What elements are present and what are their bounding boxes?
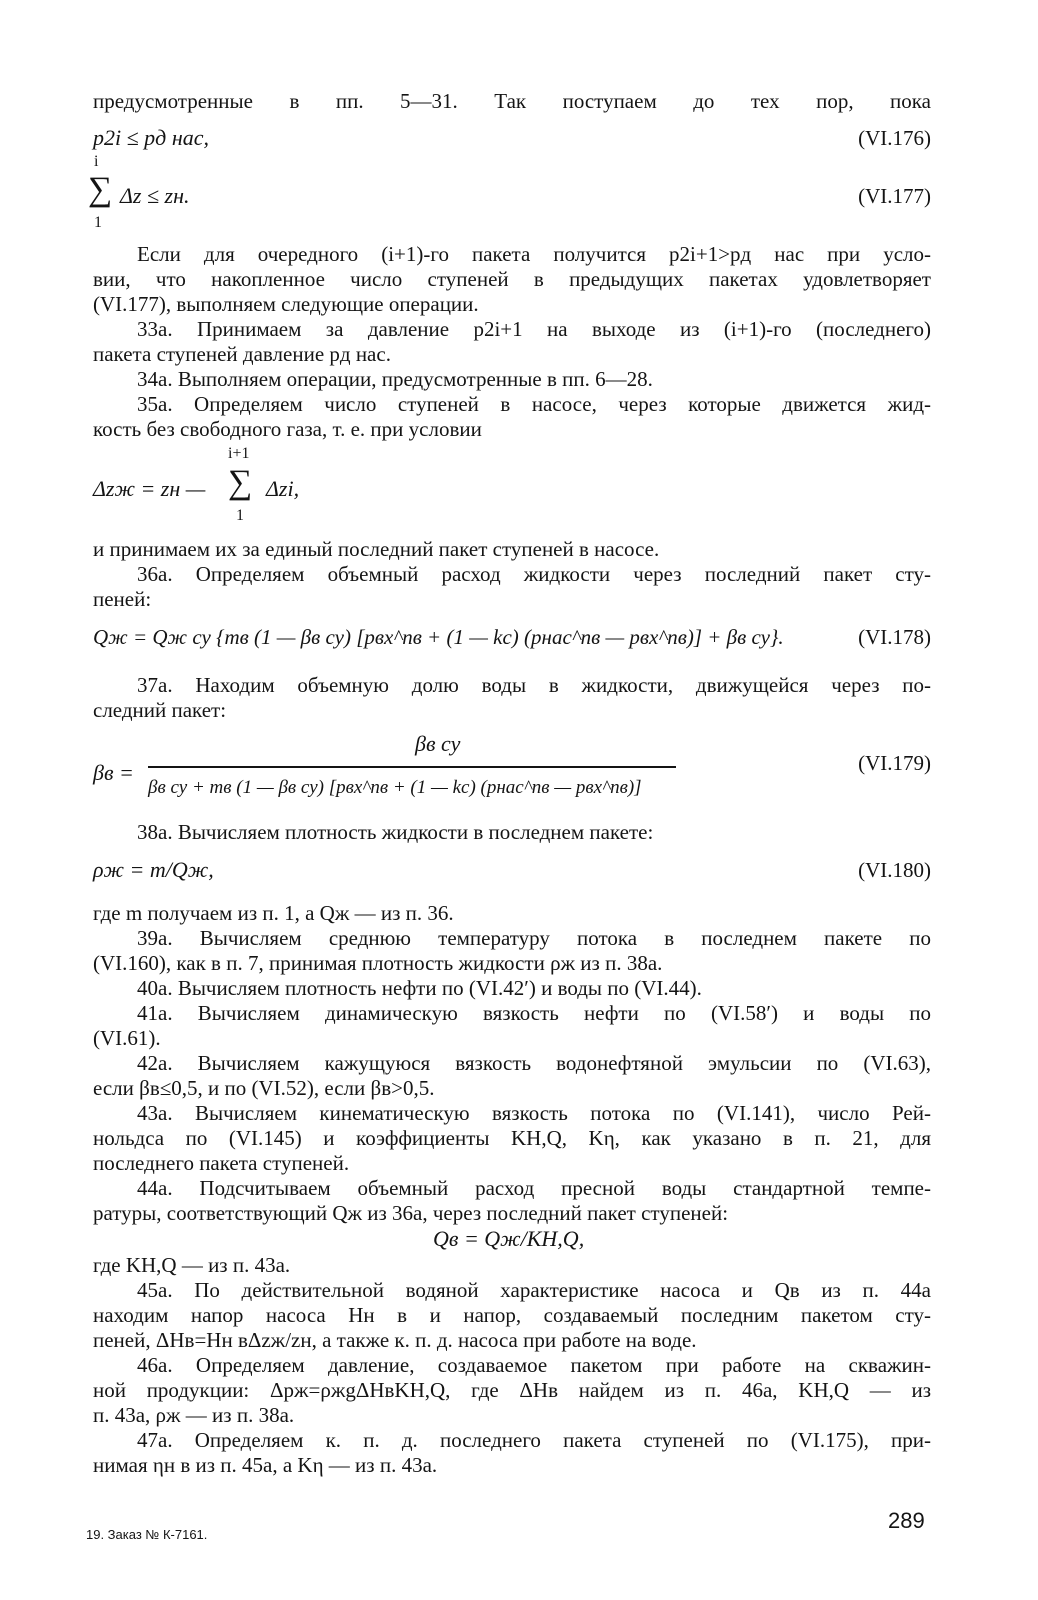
equation-number: (VI.176) — [858, 126, 931, 150]
text-line: (VI.61). — [93, 1026, 161, 1050]
text-line: п. 43а, ρж — из п. 38а. — [93, 1403, 295, 1427]
equation-dz-rhs: Δzi, — [266, 476, 300, 501]
text-line: нимая ηн в из п. 45а, а Kη — из п. 43а. — [93, 1453, 438, 1477]
text-line: предусмотренные в пп. 5—31. Так поступаем до тех пор, пока — [93, 89, 931, 113]
text-line: 36а. Определяем объемный расход жидкости через последний пакет сту- — [137, 562, 931, 586]
sum-lower-limit: 1 — [236, 507, 244, 524]
print-order-note: 19. Заказ № К-7161. — [86, 1527, 208, 1542]
text-line: 42а. Вычисляем кажущуюся вязкость водонефтяной эмульсии по (VI.63), — [137, 1051, 931, 1075]
equation-dz-lhs: Δzж = zн — — [93, 476, 206, 501]
text-line: 46а. Определяем давление, создаваемое пакетом при работе на скважин- — [137, 1353, 931, 1377]
sum-upper-limit: i+1 — [228, 445, 250, 462]
text-line: последнего пакета ступеней. — [93, 1151, 350, 1175]
equation-vi177: Δz ≤ zн. — [120, 183, 190, 208]
sum-sign: ∑ — [228, 464, 253, 501]
text-line: 34а. Выполняем операции, предусмотренные в пп. 6—28. — [137, 367, 653, 391]
text-line: Если для очередного (i+1)-го пакета получится p2i+1>pд нас при усло- — [137, 242, 931, 266]
text-line: 44а. Подсчитываем объемный расход пресной воды стандартной темпе- — [137, 1176, 931, 1200]
equation-number: (VI.179) — [858, 751, 931, 775]
text-line: если βв≤0,5, и по (VI.52), если βв>0,5. — [93, 1076, 435, 1100]
text-line: 37а. Находим объемную долю воды в жидкости, движущейся через по- — [137, 673, 931, 697]
text-line: пеней, ΔHв=Hн вΔzж/zн, а также к. п. д. насоса при работе на воде. — [93, 1328, 697, 1352]
text-line: следний пакет: — [93, 698, 227, 722]
equation-vi179-numerator: βв су — [415, 731, 461, 756]
equation-number: (VI.177) — [858, 184, 931, 208]
equation-number: (VI.180) — [858, 858, 931, 882]
text-line: пеней: — [93, 587, 152, 611]
equation-vi179-lhs: βв = — [93, 760, 134, 785]
text-line: 39а. Вычисляем среднюю температуру потока в последнем пакете по — [137, 926, 931, 950]
text-line: 43а. Вычисляем кинематическую вязкость потока по (VI.141), число Рей- — [137, 1101, 931, 1125]
text-line: нольдса по (VI.145) и коэффициенты KH,Q, Kη, как указано в п. 21, для — [93, 1126, 931, 1150]
text-line: (VI.177), выполняем следующие операции. — [93, 292, 479, 316]
text-line: кость без свободного газа, т. е. при условии — [93, 417, 482, 441]
text-line: где KH,Q — из п. 43а. — [93, 1253, 291, 1277]
text-line: пакета ступеней давление pд нас. — [93, 342, 391, 366]
text-line: находим напор насоса Hн в и напор, создаваемый последним пакетом сту- — [93, 1303, 931, 1327]
equation-vi179-denominator: βв су + mв (1 — βв су) [pвх^nв + (1 — kс) (pнас^nв — pвх^nв)] — [148, 777, 642, 798]
text-line: и принимаем их за единый последний пакет ступеней в насосе. — [93, 537, 660, 561]
text-line: 38а. Вычисляем плотность жидкости в последнем пакете: — [137, 820, 654, 844]
text-line: ратуры, соответствующий Qж из 36а, через последний пакет ступеней: — [93, 1201, 729, 1225]
text-line: 40а. Вычисляем плотность нефти по (VI.42′) и воды по (VI.44). — [137, 976, 702, 1000]
equation-vi180: ρж = m/Qж, — [93, 857, 214, 882]
text-line: вии, что накопленное число ступеней в предыдущих пакетах удовлетворяет — [93, 267, 931, 291]
text-line: где m получаем из п. 1, а Qж — из п. 36. — [93, 901, 454, 925]
text-line: 47а. Определяем к. п. д. последнего пакета ступеней по (VI.175), при- — [137, 1428, 931, 1452]
text-line: 35а. Определяем число ступеней в насосе, через которые движется жид- — [137, 392, 931, 416]
equation-qv: Qв = Qж/KH,Q, — [433, 1226, 585, 1251]
equation-number: (VI.178) — [858, 625, 931, 649]
sum-upper-limit: i — [94, 153, 99, 170]
sum-lower-limit: 1 — [94, 214, 102, 231]
text-line: ной продукции: Δpж=ρжgΔHвKH,Q, где ΔHв найдем из п. 46а, KH,Q — из — [93, 1378, 931, 1402]
text-line: 33а. Принимаем за давление p2i+1 на выходе из (i+1)-го (последнего) — [137, 317, 931, 341]
text-line: 41а. Вычисляем динамическую вязкость нефти по (VI.58′) и воды по — [137, 1001, 931, 1025]
equation-vi176: p2i ≤ pд нас, — [93, 125, 209, 150]
equation-vi178: Qж = Qж су {mв (1 — βв су) [pвх^nв + (1 — kс) (pнас^nв — pвх^nв)] + βв су}. — [93, 625, 784, 649]
fraction-bar — [148, 766, 676, 768]
page-number: 289 — [888, 1508, 925, 1533]
text-line: (VI.160), как в п. 7, принимая плотность жидкости ρж из п. 38а. — [93, 951, 663, 975]
sum-sign: ∑ — [88, 171, 113, 208]
text-line: 45а. По действительной водяной характеристике насоса и Qв из п. 44а — [137, 1278, 931, 1302]
